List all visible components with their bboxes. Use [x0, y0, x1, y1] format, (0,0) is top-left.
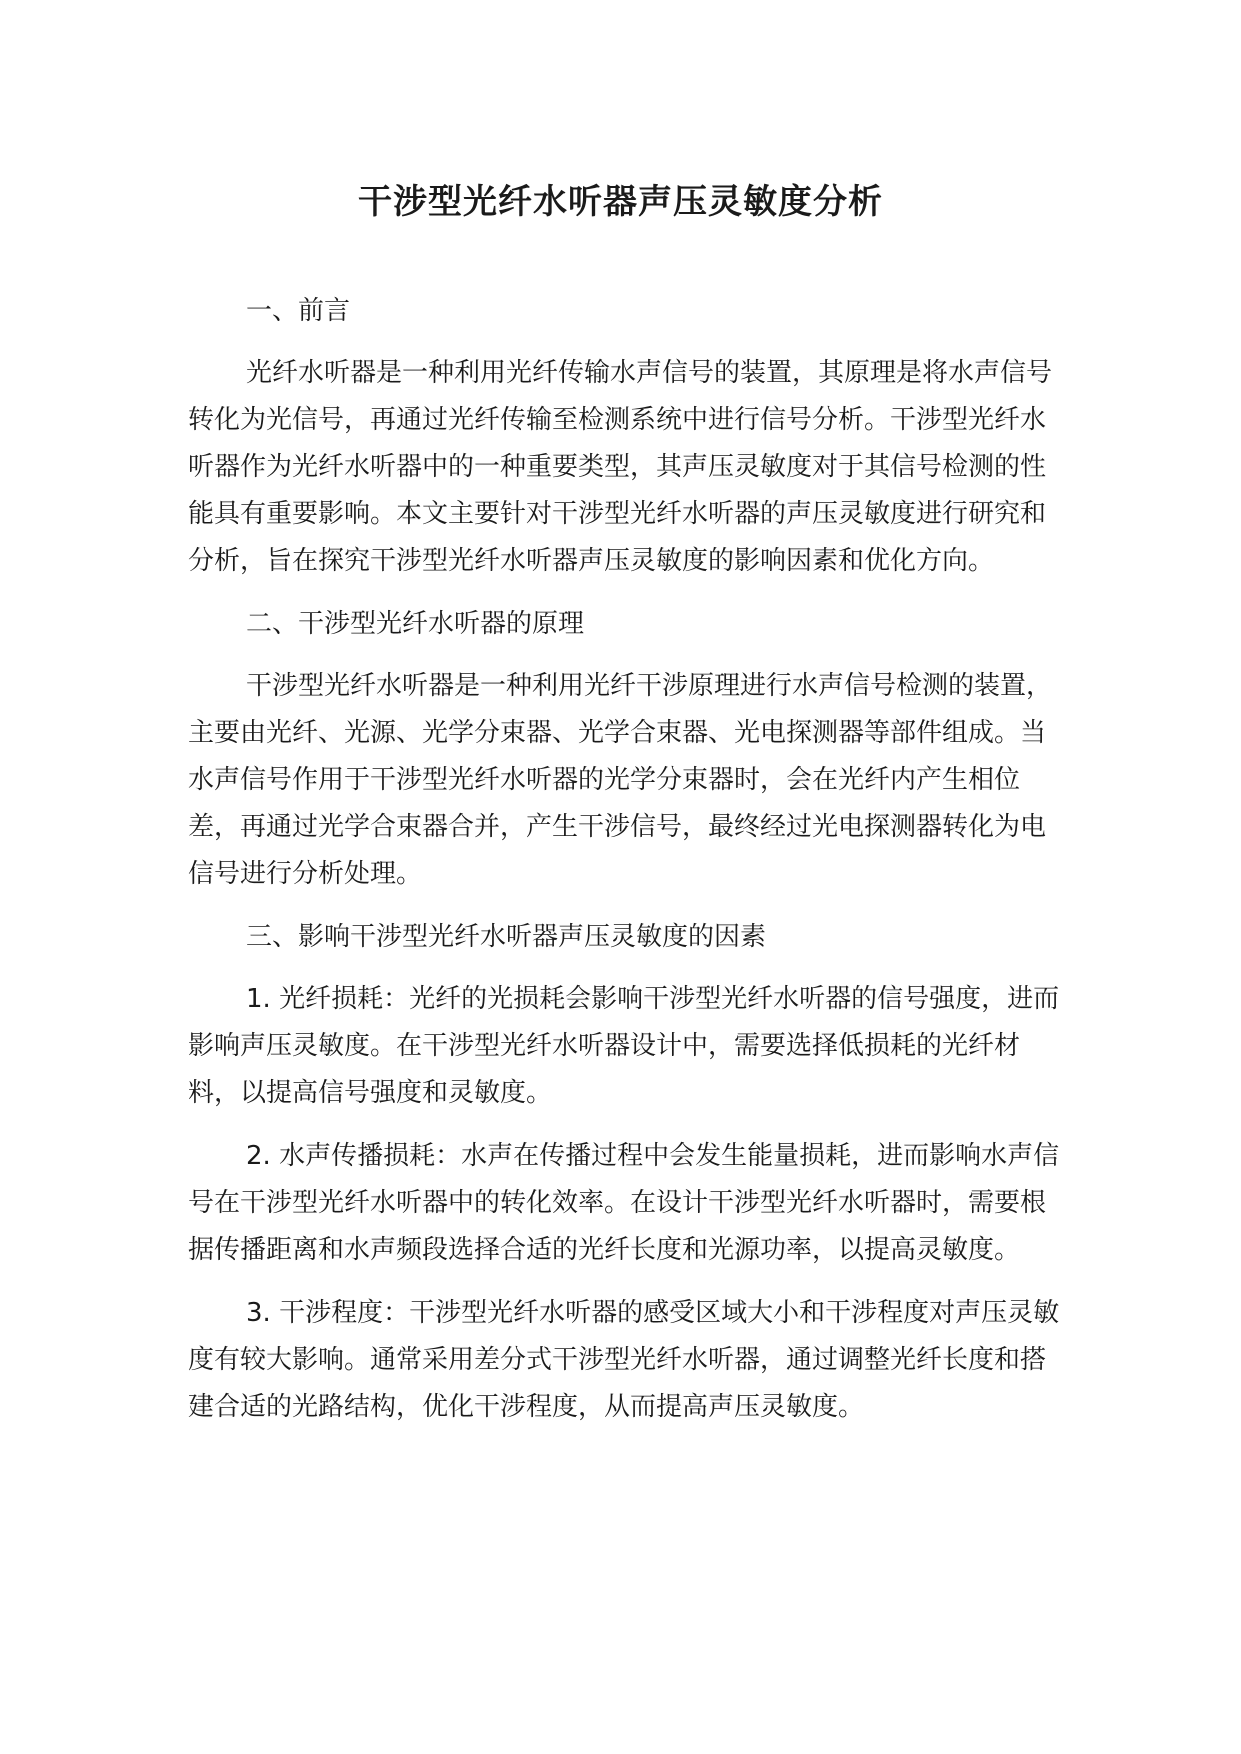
paragraph-propagation-loss: 2. 水声传播损耗：水声在传播过程中会发生能量损耗，进而影响水声信号在干涉型光纤水听器中的转化效率。在设计干涉型光纤水听器时，需要根据传播距离和水声频段选择合适的光纤长度和光源功率，以提高灵敏度。	[188, 1141, 1060, 1265]
paragraph-principle: 干涉型光纤水听器是一种利用光纤干涉原理进行水声信号检测的装置，主要由光纤、光源、光学分束器、光学合束器、光电探测器等部件组成。当水声信号作用于干涉型光纤水听器的光学分束器时，会在光纤内产生相位差，再通过光学合束器合并，产生干涉信号，最终经过光电探测器转化为电信号进行分析处理。	[188, 671, 1053, 889]
paragraph-interference-degree: 3. 干涉程度：干涉型光纤水听器的感受区域大小和干涉程度对声压灵敏度有较大影响。通常采用差分式干涉型光纤水听器，通过调整光纤长度和搭建合适的光路结构，优化干涉程度，从而提高声压灵敏度。	[188, 1298, 1060, 1422]
paragraph-fiber-loss: 1. 光纤损耗：光纤的光损耗会影响干涉型光纤水听器的信号强度，进而影响声压灵敏度。在干涉型光纤水听器设计中，需要选择低损耗的光纤材料，以提高信号强度和灵敏度。	[188, 984, 1060, 1108]
paragraph-preface: 光纤水听器是一种利用光纤传输水声信号的装置，其原理是将水声信号转化为光信号，再通过光纤传输至检测系统中进行信号分析。干涉型光纤水听器作为光纤水听器中的一种重要类型，其声压灵敏度对于其信号检测的性能具有重要影响。本文主要针对干涉型光纤水听器的声压灵敏度进行研究和分析，旨在探究干涉型光纤水听器声压灵敏度的影响因素和优化方向。	[188, 358, 1053, 576]
document-body	[188, 288, 1068, 1447]
section-heading-preface: 一、前言	[246, 296, 351, 326]
document-title: 干涉型光纤水听器声压灵敏度分析	[358, 182, 883, 222]
section-heading-principle: 二、干涉型光纤水听器的原理	[246, 609, 585, 639]
section-heading-factors: 三、影响干涉型光纤水听器声压灵敏度的因素	[246, 922, 767, 952]
